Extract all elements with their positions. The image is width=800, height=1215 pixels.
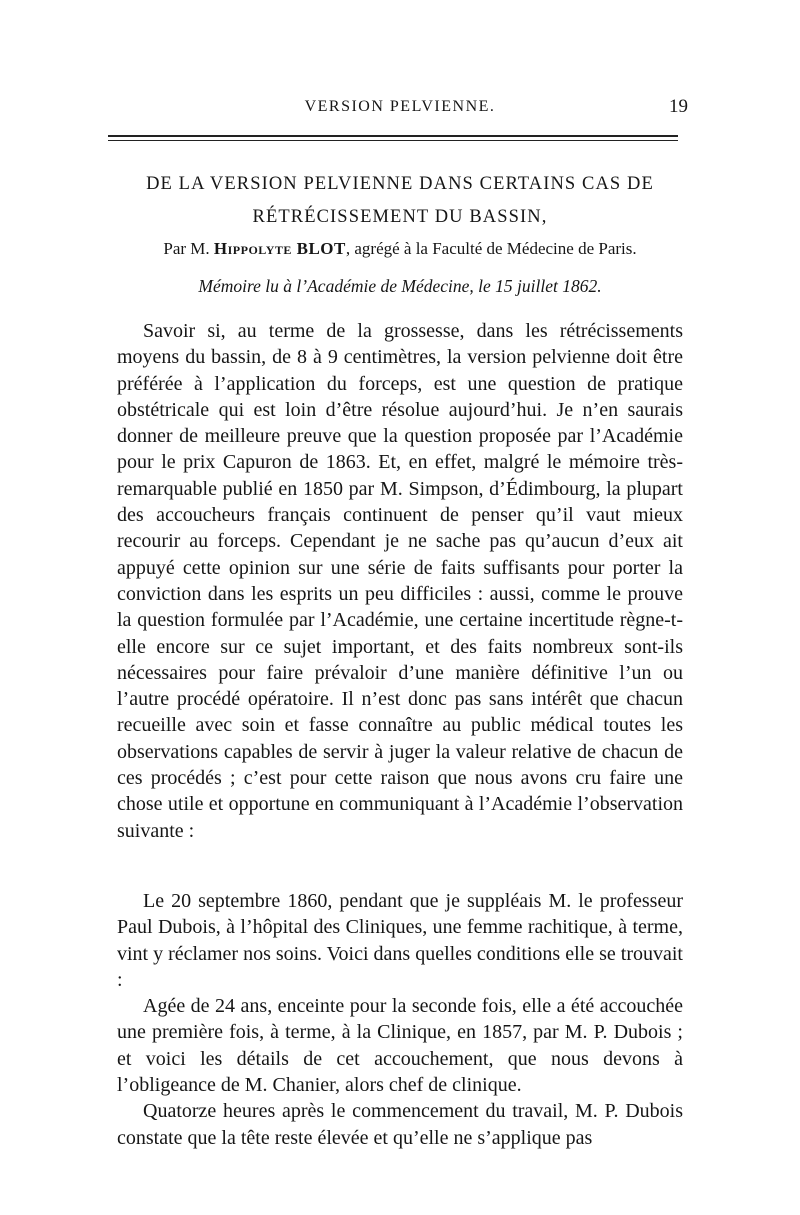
body-section-1 xyxy=(117,318,683,844)
header-rule xyxy=(108,135,678,141)
byline-affiliation: , agrégé à la Faculté de Médecine de Paris. xyxy=(345,239,637,258)
article-title xyxy=(108,168,692,234)
paragraph: Le 20 septembre 1860, pendant que je suppléais M. le professeur Paul Dubois, à l’hôpital des Cliniques, une femme rachitique, à terme, vint y réclamer nos soins. Voici dans quelles conditions elle se trouvait : xyxy=(117,890,683,991)
article-title-line-2: RÉTRÉCISSEMENT DU BASSIN, xyxy=(252,207,548,227)
paragraph: Quatorze heures après le commencement du travail, M. P. Dubois constate que la tête reste élevée et qu’elle ne s’applique pas xyxy=(117,1100,683,1149)
page-number: 19 xyxy=(669,96,688,117)
running-head xyxy=(0,96,800,120)
byline-prefix: Par M. xyxy=(163,239,210,258)
author-name: Hippolyte BLOT xyxy=(213,239,346,258)
paragraph: Savoir si, au terme de la grossesse, dans les rétrécissements moyens du bassin, de 8 à 9 centimètres, la version pelvienne doit être préférée à l’application du forceps, est une question de pratique obstétricale qui est loin d’être résolue aujourd’hui. Je n’en saurais donner de meilleure preuve que la question proposée par l’Académie pour le prix Capuron de 1863. Et, en effet, malgré le mémoire très-remarquable publié en 1850 par M. Simpson, d’Édimbourg, la plupart des accoucheurs français continuent de penser qu’il vaut mieux recourir au forceps. Cependant je ne sache pas qu’aucun d’eux ait appuyé cette opinion sur une série de faits suffisants pour porter la conviction dans les esprits un peu difficiles : aussi, comme le prouve la question formulée par l’Académie, une certaine incertitude règne-t-elle encore sur ce sujet important, et des faits nombreux sont-ils nécessaires pour faire prévaloir d’une manière définitive l’un ou l’autre procédé opératoire. Il n’est donc pas sans intérêt que chacun recueille avec soin et fasse connaître au public médical toutes les observations capables de servir à juger la valeur relative de chacun de ces procédés ; c’est pour cette raison que nous avons cru faire une chose utile et opportune en communiquant à l’Académie l’observation suivante : xyxy=(117,320,683,842)
article-title-line-1: DE LA VERSION PELVIENNE DANS CERTAINS CAS DE xyxy=(146,174,654,194)
running-head-title: VERSION PELVIENNE. xyxy=(304,98,496,115)
body-section-2 xyxy=(117,888,683,1151)
paragraph: Agée de 24 ans, enceinte pour la seconde fois, elle a été accouchée une première fois, à terme, à la Clinique, en 1857, par M. P. Dubois ; et voici les détails de cet accouchement, que nous devons à l’obligeance de M. Chanier, alors chef de clinique. xyxy=(117,995,683,1097)
byline xyxy=(108,238,692,260)
memoir-note: Mémoire lu à l’Académie de Médecine, le 15 juillet 1862. xyxy=(198,276,602,296)
